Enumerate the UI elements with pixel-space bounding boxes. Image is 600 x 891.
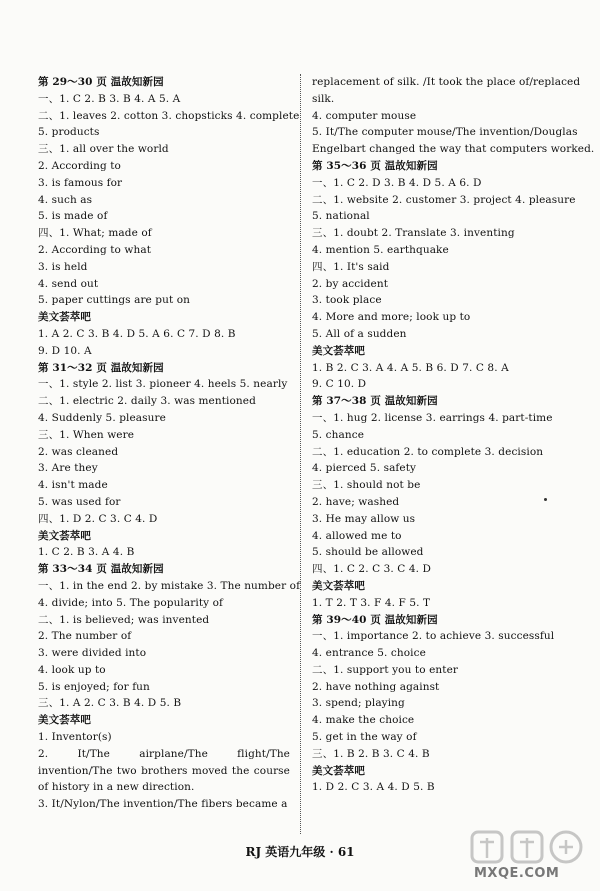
answer-line: 9. C 10. D (312, 378, 367, 391)
section-heading: 第 33～34 页 温故知新园 (38, 563, 164, 576)
answer-line: 二、1. is believed; was invented (38, 613, 210, 626)
answer-line: 三、1. doubt 2. Translate 3. inventing (312, 227, 515, 240)
answer-line: 4. make the choice (312, 714, 415, 727)
answer-line: 2. was cleaned (38, 445, 119, 458)
answer-line: 1. B 2. C 3. A 4. A 5. B 6. D 7. C 8. A (312, 361, 509, 374)
answer-line: 4. pierced 5. safety (312, 462, 417, 475)
answer-line: 2. According to what (38, 243, 152, 256)
answer-line: 2. It/The airplane/The flight/The invention/The two brothers moved the course of history in a new direction. (38, 747, 290, 794)
left-column (38, 74, 301, 813)
answer-line: 4. More and more; look up to (312, 311, 471, 324)
answer-line: 2. have; washed (312, 495, 400, 508)
answer-line: 1. Inventor(s) (38, 731, 112, 744)
answer-line: Engelbart changed the way that computers worked. (312, 143, 595, 156)
answer-line: 1. T 2. T 3. F 4. F 5. T (312, 596, 431, 609)
ink-dot (544, 498, 547, 501)
answer-line: 2. According to (38, 159, 121, 172)
answer-line: 4. entrance 5. choice (312, 647, 426, 660)
answer-line: 4. isn't made (38, 479, 108, 492)
answer-line: 4. computer mouse (312, 109, 417, 122)
answer-line: 4. divide; into 5. The popularity of (38, 596, 224, 609)
answer-line: 四、1. What; made of (38, 227, 152, 240)
answer-line: 二、1. electric 2. daily 3. was mentioned (38, 395, 256, 408)
answer-line: 4. send out (38, 277, 99, 290)
answer-line: 一、1. C 2. B 3. B 4. A 5. A (38, 92, 181, 105)
answer-line: 三、1. A 2. C 3. B 4. D 5. B (38, 697, 182, 710)
page-footer: RJ 英语九年级 · 61 (245, 845, 355, 859)
section-heading: 美文荟萃吧 (312, 579, 365, 592)
answer-line: silk. (312, 92, 335, 105)
section-heading: 第 37～38 页 温故知新园 (312, 395, 438, 408)
section-heading: 美文荟萃吧 (312, 344, 365, 357)
answer-line: 9. D 10. A (38, 344, 92, 357)
answer-line: 二、1. website 2. customer 3. project 4. pleasure (312, 193, 576, 206)
answer-line: 四、1. D 2. C 3. C 4. D (38, 512, 158, 525)
answer-line: 二、1. leaves 2. cotton 3. chopsticks 4. complete (38, 109, 300, 122)
answer-line: 3. were divided into (38, 647, 147, 660)
answer-line: 4. such as (38, 193, 93, 206)
section-heading: 美文荟萃吧 (38, 714, 91, 727)
section-heading: 第 31～32 页 温故知新园 (38, 361, 164, 374)
answer-line: 5. is made of (38, 210, 108, 223)
answer-line: 5. All of a sudden (312, 327, 407, 340)
answer-line: 3. spend; playing (312, 697, 405, 710)
answer-line: 一、1. style 2. list 3. pioneer 4. heels 5. nearly (38, 378, 288, 391)
answer-line: 5. products (38, 126, 100, 139)
watermark-text: MXQE.COM (474, 866, 560, 881)
answer-line: 三、1. When were (38, 428, 135, 441)
right-column (312, 74, 595, 796)
answer-line: 5. is enjoyed; for fun (38, 680, 150, 693)
section-heading: 第 29～30 页 温故知新园 (38, 76, 164, 88)
answer-line: 5. It/The computer mouse/The invention/Douglas (312, 126, 578, 139)
column-divider (300, 74, 301, 834)
answer-line: 3. It/Nylon/The invention/The fibers became a (38, 798, 288, 811)
answer-line: 1. D 2. C 3. A 4. D 5. B (312, 781, 435, 794)
answer-line: 二、1. education 2. to complete 3. decision (312, 445, 544, 458)
section-heading: 美文荟萃吧 (38, 311, 91, 324)
answer-line: 5. get in the way of (312, 731, 417, 744)
section-heading: 美文荟萃吧 (38, 529, 91, 542)
answer-line: 4. look up to (38, 663, 106, 676)
answer-line: 4. mention 5. earthquake (312, 243, 449, 256)
answer-line: 5. was used for (38, 495, 121, 508)
answer-line: 三、1. B 2. B 3. C 4. B (312, 747, 430, 760)
answer-line: 5. chance (312, 428, 365, 441)
answer-line: 4. Suddenly 5. pleasure (38, 411, 166, 424)
answer-line: 一、1. in the end 2. by mistake 3. The number of (38, 579, 301, 592)
answer-line: 四、1. It's said (312, 260, 390, 273)
answer-line: 一、1. hug 2. license 3. earrings 4. part-time (312, 411, 553, 424)
section-heading: 美文荟萃吧 (312, 764, 365, 777)
answer-line: 1. A 2. C 3. B 4. D 5. A 6. C 7. D 8. B (38, 327, 236, 340)
section-heading: 第 35～36 页 温故知新园 (312, 159, 438, 172)
answer-line: 3. He may allow us (312, 512, 416, 525)
answer-line: 四、1. C 2. C 3. C 4. D (312, 563, 432, 576)
answer-line: 一、1. C 2. D 3. B 4. D 5. A 6. D (312, 176, 482, 189)
answer-line: 三、1. all over the world (38, 143, 169, 156)
answer-line: replacement of silk. /It took the place of/replaced (312, 76, 581, 88)
answer-line: 二、1. support you to enter (312, 663, 459, 676)
answer-line: 4. allowed me to (312, 529, 402, 542)
answer-line: 2. The number of (38, 630, 132, 643)
answer-line: 3. Are they (38, 462, 98, 475)
answer-line: 3. took place (312, 294, 382, 307)
answer-line: 2. have nothing against (312, 680, 440, 693)
answer-line: 一、1. importance 2. to achieve 3. successful (312, 630, 555, 643)
answer-line: 5. national (312, 210, 370, 223)
answer-line: 5. should be allowed (312, 546, 424, 559)
answer-line: 1. C 2. B 3. A 4. B (38, 546, 135, 559)
answer-line: 5. paper cuttings are put on (38, 294, 191, 307)
section-heading: 第 39～40 页 温故知新园 (312, 613, 438, 626)
answer-line: 3. is famous for (38, 176, 123, 189)
answer-line: 2. by accident (312, 277, 389, 290)
answer-line: 三、1. should not be (312, 479, 421, 492)
answer-line: 3. is held (38, 260, 88, 273)
